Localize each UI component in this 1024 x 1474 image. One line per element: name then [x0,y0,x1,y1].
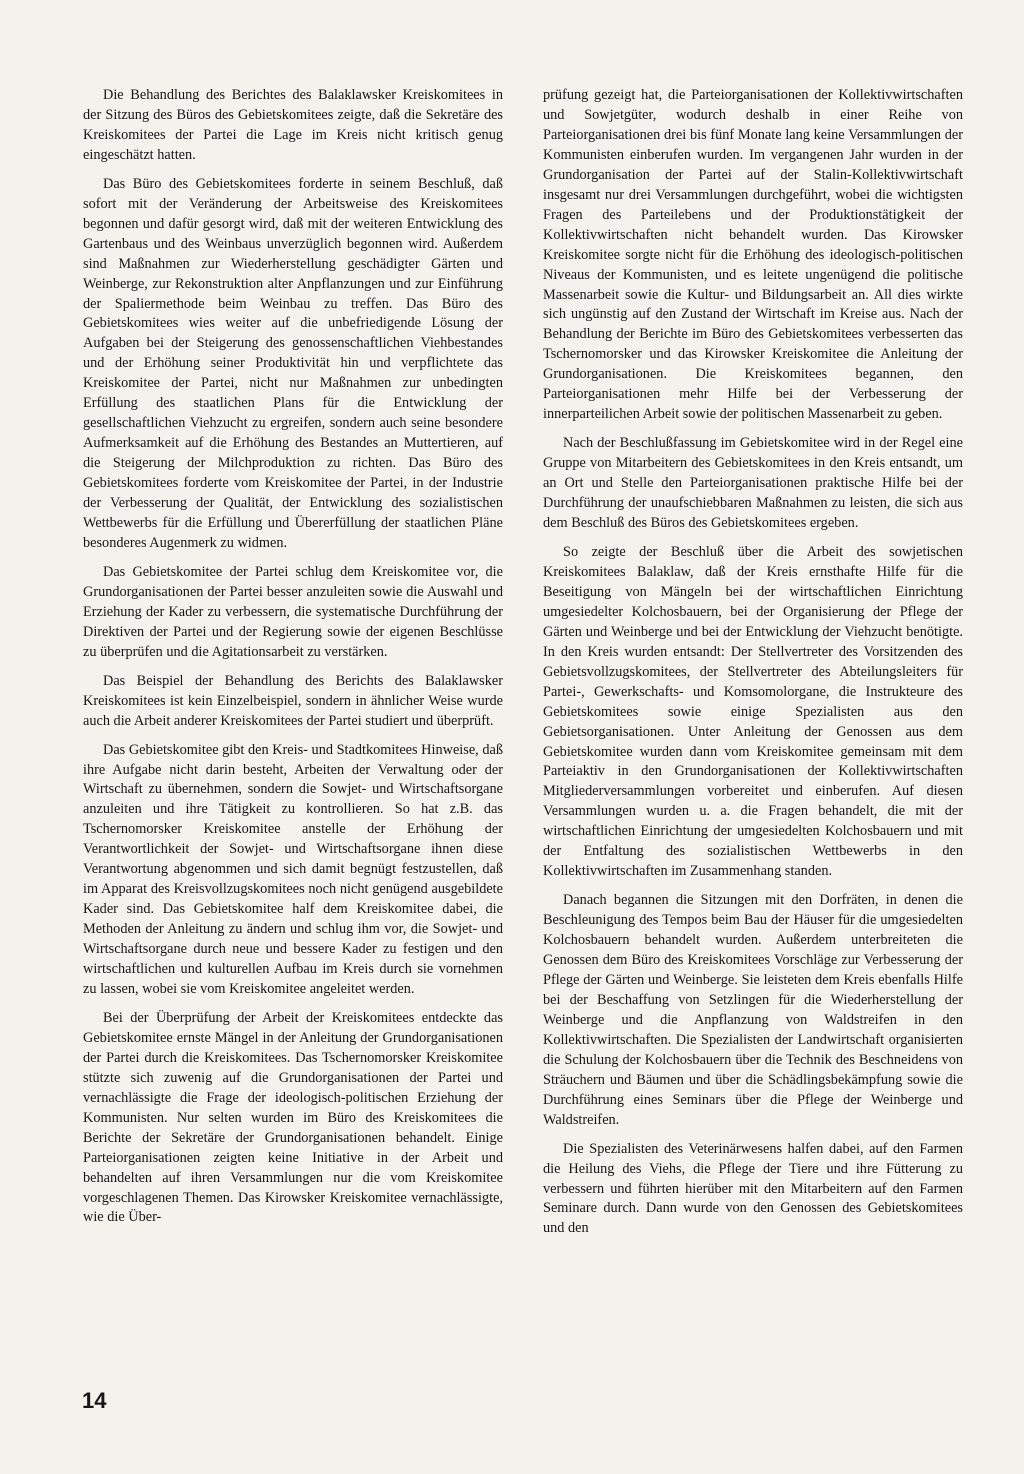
right-column [543,86,963,1239]
paragraph: Das Gebietskomitee gibt den Kreis- und Stadtkomitees Hinweise, daß ihre Aufgabe nicht darin besteht, Arbeiten der Verwaltung oder der Wirtschaft zu übernehmen, sondern die Sowjet- und Wirtschaftsorgane anzuleiten und ihre Tätigkeit zu kontrollieren. So hat z.B. das Tschernomorsker Kreiskomitee anstelle der Erhöhung der Verantwortlichkeit der Sowjet- und Wirtschaftsorgane ihnen diese Verantwortung abgenommen und sich damit begnügt festzustellen, daß im Apparat des Kreisvollzugskomitees noch nicht genügend ausgebildete Kader sind. Das Gebietskomitee half dem Kreiskomitee dabei, die Methoden der Anleitung zu ändern und schlug ihm vor, die Sowjet- und Wirtschaftsorgane durch neue und bessere Kader zu festigen und den wirtschaftlichen und kulturellen Aufbau im Kreis durch sie vornehmen zu lassen, wobei sie vom Kreiskomitee angeleitet werden. [83,741,503,997]
paragraph: Danach begannen die Sitzungen mit den Dorfräten, in denen die Beschleunigung des Tempos beim Bau der Häuser für die umgesiedelten Kolchosbauern behandelt wurden. Außerdem unterbreiteten die Genossen dem Büro des Kreiskomitees Vorschläge zur Verbesserung der Pflege der Gärten und Weinberge. Sie leisteten dem Kreis ebenfalls Hilfe bei der Beschaffung von Setzlingen für die Wiederherstellung der Weinberge und die Anpflanzung von Waldstreifen in den Kollektivwirtschaften. Die Spezialisten der Landwirtschaft organisierten die Schulung der Kolchosbauern über die Technik des Beschneidens von Sträuchern und Bäumen und über die Schädlingsbekämpfung sowie die Durchführung eines Seminars über die Pflege der Weinberge und Waldstreifen. [543,892,963,1128]
left-column [83,86,503,1228]
paragraph: Das Beispiel der Behandlung des Berichts des Balaklawsker Kreiskomitees ist kein Einzelbeispiel, sondern in ähnlicher Weise wurde auch die Arbeit anderer Kreiskomitees der Partei studiert und überprüft. [83,672,503,729]
paragraph: Das Büro des Gebietskomitees forderte in seinem Beschluß, daß sofort mit der Veränderung der Arbeitsweise des Kreiskomitees begonnen und dafür gesorgt wird, daß mit der weiteren Entwicklung des Gartenbaus und des Weinbaus unverzüglich begonnen wird. Außerdem sind Maßnahmen zur Wiederherstellung geschädigter Gärten und Weinberge, zur Rekonstruktion alter Anpflanzungen und zur Einführung der Spaliermethode beim Weinbau zu treffen. Das Büro des Gebietskomitees wies weiter auf die unbefriedigende Lösung der Aufgaben bei der Steigerung des genossenschaftlichen Viehbestandes und der Erhöhung seiner Produktivität hin und verpflichtete das Kreiskomitee der Partei, nicht nur Maßnahmen zur unbedingten Erfüllung des staatlichen Plans für die Entwicklung der gesellschaftlichen Viehzucht zu ergreifen, sondern auch seine besondere Aufmerksamkeit auf die Erhöhung des Bestandes an Muttertieren, auf die Steigerung der Milchproduktion zu richten. Das Büro des Gebietskomitees forderte vom Kreiskomitee der Partei, in der Industrie der Verbesserung der Qualität, der Entwicklung des sozialistischen Wettbewerbs für die Erfüllung und Übererfüllung der staatlichen Pläne besonderes Augenmerk zu widmen. [83,175,503,551]
paragraph: Die Behandlung des Berichtes des Balaklawsker Kreiskomitees in der Sitzung des Büros des Gebietskomitees zeigte, daß die Sekretäre des Kreiskomitees der Partei die Lage im Kreis nicht kritisch genug eingeschätzt hatten. [83,87,503,163]
paragraph: Das Gebietskomitee der Partei schlug dem Kreiskomitee vor, die Grundorganisationen der Partei besser anzuleiten sowie die Auswahl und Erziehung der Kader zu verbessern, die systematische Durchführung der Direktiven der Partei und der Regierung sowie der eigenen Beschlüsse zu überprüfen und die Agitationsarbeit zu verstärken. [83,563,503,660]
page-number: 14 [82,1388,107,1413]
paragraph: Die Spezialisten des Veterinärwesens halfen dabei, auf den Farmen die Heilung des Viehs, die Pflege der Tiere und ihre Fütterung zu verbessern und führten hierüber mit den Mitarbeitern auf den Farmen Seminare durch. Dann wurde von den Genossen des Gebietskomitees und den [543,1140,963,1237]
paragraph: Nach der Beschlußfassung im Gebietskomitee wird in der Regel eine Gruppe von Mitarbeitern des Gebietskomitees in den Kreis entsandt, um an Ort und Stelle den Parteiorganisationen praktische Hilfe bei der Durchführung der unaufschiebbaren Maßnahmen zu leisten, die sich aus dem Beschluß des Büros des Gebietskomitees ergeben. [543,435,963,532]
paragraph-continuation: prüfung gezeigt hat, die Parteiorganisationen der Kollektivwirtschaften und Sowjetgüter, wodurch deshalb in einer Reihe von Parteiorganisationen drei bis fünf Monate lang keine Versammlungen der Kommunisten einberufen wurden. Im vergangenen Jahr wurden in der Grundorganisation der Partei auf der Stalin-Kollektivwirtschaft insgesamt nur drei Versammlungen durchgeführt, wobei die wichtigsten Fragen des Parteilebens und der Produktionstätigkeit der Kollektivwirtschaften nicht behandelt wurden. Das Kirowsker Kreiskomitee sorgte nicht für die Erhöhung des ideologisch-politischen Niveaus der Kommunisten, und es leitete ungenügend die politische Massenarbeit sowie die Kultur- und Bildungsarbeit an. All dies wirkte sich ungünstig auf den Zustand der Wirtschaft im Kreise aus. Nach der Behandlung der Berichte im Büro des Gebietskomitees verbesserten das Tschernomorsker und das Kirowsker Kreiskomitee die Anleitung der Grundorganisationen. Die Kreiskomitees begannen, den Parteiorganisationen mehr Hilfe bei der Verbesserung der innerparteilichen Arbeit sowie der politischen Massenarbeit zu geben. [543,87,963,423]
paragraph: So zeigte der Beschluß über die Arbeit des sowjetischen Kreiskomitees Balaklaw, daß der Kreis ernsthafte Hilfe für die Beseitigung von Mängeln bei der wirtschaftlichen Einrichtung umgesiedelter Kolchosbauern, bei der Organisierung der Pflege der Gärten und Weinberge und bei der Entwicklung der Viehzucht benötigte. In den Kreis wurden entsandt: Der Stellvertreter des Vorsitzenden des Gebietsvollzugskomitees, der Stellvertreter des Abteilungsleiters für Partei-, Gewerkschafts- und Komsomolorgane, die Instrukteure des Gebietskomitees sowie einige Spezialisten aus den Gebietsorganisationen. Unter Anleitung der Genossen aus dem Gebietskomitee wurden dann vom Kreiskomitee gemeinsam mit dem Parteiaktiv in den Grundorganisationen der Kollektivwirtschaften Mitgliederversammlungen vorbereitet und einberufen. Auf diesen Versammlungen wurden u. a. die Fragen behandelt, die mit der wirtschaftlichen Einrichtung der umgesiedelten Kolchosbauern und mit der Entfaltung des sozialistischen Wettbewerbs in den Kollektivwirtschaften im Zusammenhang standen. [543,543,963,880]
paragraph: Bei der Überprüfung der Arbeit der Kreiskomitees entdeckte das Gebietskomitee ernste Mängel in der Anleitung der Grundorganisationen der Partei durch die Kreiskomitees. Das Tschernomorsker Kreiskomitee stützte sich zuwenig auf die Grundorganisationen der Partei und vernachlässigte die Frage der ideologisch-politischen Erziehung der Kommunisten. Nur selten wurden im Büro des Kreiskomitees die Berichte der Sekretäre der Grundorganisationen behandelt. Einige Parteiorganisationen zeigten keine Initiative in der Arbeit und behandelten auf ihren Versammlungen nur die vom Kreiskomitee vorgeschlagenen Themen. Das Kirowsker Kreiskomitee vernachlässigte, wie die Über- [83,1009,503,1226]
